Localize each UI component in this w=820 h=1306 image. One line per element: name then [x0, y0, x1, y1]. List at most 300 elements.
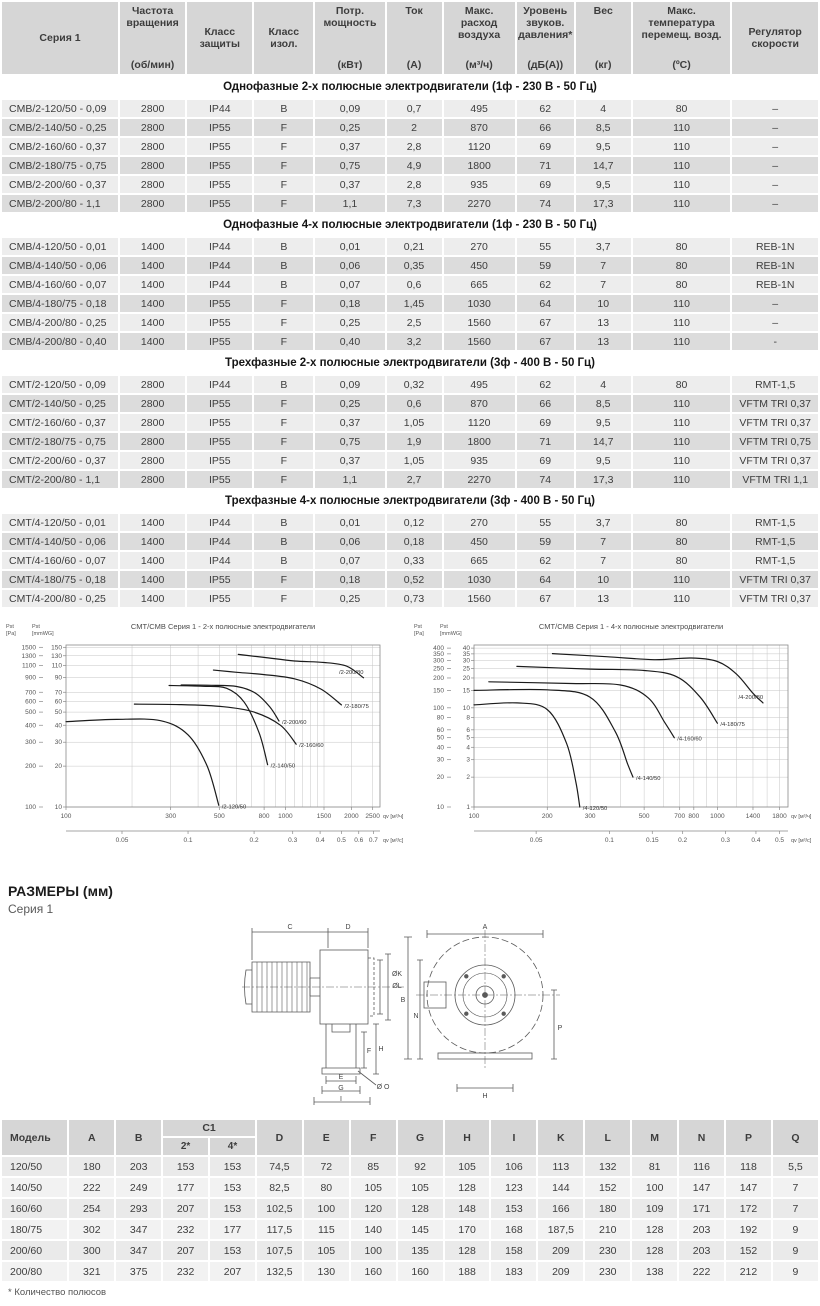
drawing-dim-label: D	[345, 924, 351, 931]
dim-cell: 153	[210, 1157, 255, 1176]
x-tick-m3h: 300	[584, 813, 596, 820]
y-tick-pa: 100	[433, 704, 444, 712]
curve-/2-180/75	[213, 670, 341, 705]
dim-cell: 230	[585, 1241, 630, 1260]
curve-label: /2-160/60	[299, 743, 324, 750]
dim-cell: 147	[726, 1178, 771, 1197]
chart-grid	[66, 645, 380, 807]
spec-header-cell	[576, 2, 631, 74]
spec-cell: 3,7	[576, 238, 631, 255]
dim-cell: 232	[163, 1220, 208, 1239]
dim-cell: 207	[163, 1241, 208, 1260]
dim-cell: 115	[304, 1220, 349, 1239]
spec-cell: 1560	[444, 314, 515, 331]
spec-cell: 935	[444, 452, 515, 469]
spec-cell: 110	[633, 157, 731, 174]
spec-cell: 80	[633, 552, 731, 569]
dim-cell: 147	[679, 1178, 724, 1197]
spec-cell: 71	[517, 157, 574, 174]
spec-cell: IP44	[187, 257, 252, 274]
spec-cell: 1400	[120, 238, 185, 255]
spec-header-cell	[120, 2, 185, 74]
spec-header-cell	[633, 2, 731, 74]
spec-section-title: Однофазные 4-х полюсные электродвигатели (1ф - 230 В - 50 Гц)	[2, 214, 818, 236]
dimension-table-body	[2, 1157, 818, 1281]
spec-cell: 55	[517, 238, 574, 255]
spec-row	[2, 195, 818, 212]
y-tick-mmwg: 150	[51, 644, 62, 652]
spec-model-cell: CMT/2-160/60 - 0,37	[2, 414, 118, 431]
y-tick-mmwg: 10	[54, 804, 62, 811]
spec-model-cell: CMT/2-120/50 - 0,09	[2, 376, 118, 393]
x-axis-unit: qv [м³/ч]	[383, 814, 404, 820]
dim-cell: 135	[398, 1241, 443, 1260]
spec-header-wrap	[519, 5, 572, 71]
y-tick-pa: 20	[436, 774, 444, 782]
y-tick-mmwg: 15	[462, 687, 470, 695]
spec-header-wrap	[4, 5, 116, 71]
dim-cell: 203	[116, 1157, 161, 1176]
spec-cell: 0,37	[315, 452, 384, 469]
dim-model-cell: 140/50	[2, 1178, 67, 1197]
spec-cell: 8,5	[576, 395, 631, 412]
spec-model-cell: CMB/4-200/80 - 0,40	[2, 333, 118, 350]
spec-header-wrap	[256, 5, 311, 71]
dim-cell: 82,5	[257, 1178, 302, 1197]
spec-header-unit: (дБ(А))	[527, 58, 564, 71]
y-tick-mmwg: 40	[462, 645, 470, 653]
spec-cell: 0,18	[387, 533, 442, 550]
spec-cell: F	[254, 395, 313, 412]
y-tick-pa: 100	[25, 804, 36, 811]
spec-cell: IP55	[187, 571, 252, 588]
dim-cell: 132,5	[257, 1262, 302, 1281]
spec-cell: 1560	[444, 333, 515, 350]
spec-cell: 80	[633, 514, 731, 531]
spec-cell: 64	[517, 571, 574, 588]
spec-cell: 1120	[444, 414, 515, 431]
x-axis-secondary-unit: qv [м³/с]	[791, 838, 812, 844]
dim-header-model: Модель	[2, 1120, 67, 1155]
dim-cell: 209	[538, 1262, 583, 1281]
dim-cell: 128	[632, 1241, 677, 1260]
y-tick-mmwg: 40	[54, 722, 62, 730]
spec-cell: 4,9	[387, 157, 442, 174]
spec-cell: 62	[517, 552, 574, 569]
spec-cell: 9,5	[576, 452, 631, 469]
dim-cell: 9	[773, 1241, 818, 1260]
dim-cell: 177	[210, 1220, 255, 1239]
dimensions-heading: РАЗМЕРЫ (мм)	[8, 883, 113, 899]
spec-section-row	[2, 490, 818, 512]
spec-cell: IP44	[187, 514, 252, 531]
spec-cell: F	[254, 295, 313, 312]
spec-cell: 9,5	[576, 138, 631, 155]
spec-cell: 0,09	[315, 100, 384, 117]
dim-cell: 118	[726, 1157, 771, 1176]
spec-model-cell: CMB/2-120/50 - 0,09	[2, 100, 118, 117]
x-tick-m3s: 0.15	[645, 837, 659, 844]
spec-row	[2, 433, 818, 450]
dim-cell: 9	[773, 1262, 818, 1281]
spec-row	[2, 590, 818, 607]
y-tick-pa: 150	[433, 687, 444, 695]
dim-header-cell: L	[585, 1120, 630, 1155]
spec-model-cell: CMT/2-200/60 - 0,37	[2, 452, 118, 469]
spec-cell: 2800	[120, 195, 185, 212]
spec-cell: 0,21	[387, 238, 442, 255]
y-tick-mmwg: 6	[466, 726, 470, 734]
y-tick-pa: 500	[25, 709, 36, 717]
spec-cell: 2800	[120, 433, 185, 450]
spec-header-cell	[2, 2, 118, 74]
y-tick-mmwg: 4	[466, 744, 470, 752]
y-tick-mmwg: 90	[54, 674, 62, 682]
spec-cell: IP55	[187, 395, 252, 412]
centerlines-front	[416, 930, 560, 1070]
spec-header-wrap	[389, 5, 440, 71]
spec-cell: -	[732, 333, 818, 350]
dim-header-cell: G	[398, 1120, 443, 1155]
y-tick-pa: 50	[436, 734, 444, 742]
spec-model-cell: CMT/4-160/60 - 0,07	[2, 552, 118, 569]
y-tick-pa: 200	[433, 674, 444, 682]
y-tick-mmwg: 30	[54, 739, 62, 747]
spec-cell: 13	[576, 590, 631, 607]
dim-cell: 171	[679, 1199, 724, 1218]
dim-cell: 105	[398, 1178, 443, 1197]
spec-cell: RMT-1,5	[732, 514, 818, 531]
footnote: * Количество полюсов	[8, 1287, 107, 1298]
performance-chart-4pole	[410, 615, 818, 867]
x-tick-m3h: 1000	[710, 813, 725, 820]
spec-cell: 14,7	[576, 157, 631, 174]
spec-cell: F	[254, 333, 313, 350]
spec-cell: 1,1	[315, 471, 384, 488]
spec-model-cell: CMT/4-140/50 - 0,06	[2, 533, 118, 550]
spec-cell: REB-1N	[732, 238, 818, 255]
spec-row	[2, 276, 818, 293]
spec-cell: 7,3	[387, 195, 442, 212]
x-tick-m3s: 0.1	[183, 837, 193, 844]
spec-cell: 1400	[120, 571, 185, 588]
spec-header-unit: (м³/ч)	[465, 58, 493, 71]
spec-cell: 1400	[120, 295, 185, 312]
drawing-dim-label: Ø O	[376, 1084, 390, 1091]
dim-header-cell: M	[632, 1120, 677, 1155]
spec-cell: RMT-1,5	[732, 376, 818, 393]
y-tick-mmwg: 35	[462, 650, 470, 658]
spec-cell: 2,7	[387, 471, 442, 488]
spec-cell: 1030	[444, 571, 515, 588]
dimension-drawing-wrap	[0, 920, 820, 1108]
dim-cell: 100	[632, 1178, 677, 1197]
drawing-dim-label: A	[482, 924, 488, 931]
spec-cell: 2270	[444, 195, 515, 212]
spec-cell: 0,37	[315, 414, 384, 431]
spec-cell: 80	[633, 238, 731, 255]
spec-cell: VFTM TRI 1,1	[732, 471, 818, 488]
x-tick-m3h: 1500	[316, 813, 332, 820]
dim-cell: 85	[351, 1157, 396, 1176]
y-tick-pa: 1300	[21, 652, 36, 660]
spec-cell: IP44	[187, 276, 252, 293]
dim-cell: 203	[679, 1220, 724, 1239]
bolt-1	[465, 975, 469, 979]
dim-cell: 153	[210, 1178, 255, 1197]
spec-cell: 13	[576, 314, 631, 331]
spec-header-wrap	[734, 5, 816, 71]
y-tick-mmwg: 60	[54, 698, 62, 706]
spec-cell: IP55	[187, 195, 252, 212]
dim-cell: 166	[538, 1199, 583, 1218]
spec-cell: 270	[444, 238, 515, 255]
spec-model-cell: CMB/2-200/60 - 0,37	[2, 176, 118, 193]
x-tick-m3s: 0.2	[249, 837, 259, 844]
spec-cell: 1,1	[315, 195, 384, 212]
dim-cell: 138	[632, 1262, 677, 1281]
dim-n	[417, 960, 423, 1059]
spec-cell: 110	[633, 395, 731, 412]
spec-row	[2, 471, 818, 488]
dim-cell: 109	[632, 1199, 677, 1218]
spec-cell: 2800	[120, 157, 185, 174]
spec-cell: 59	[517, 257, 574, 274]
spec-cell: 0,06	[315, 533, 384, 550]
spec-cell: 0,6	[387, 276, 442, 293]
spec-cell: 2800	[120, 100, 185, 117]
bolt-4	[502, 1012, 506, 1016]
y-axis-label: [Pa]	[414, 631, 424, 637]
spec-cell: 110	[633, 119, 731, 136]
dim-model-cell: 120/50	[2, 1157, 67, 1176]
dim-cell: 209	[538, 1241, 583, 1260]
spec-cell: 2800	[120, 119, 185, 136]
dim-cell: 152	[585, 1178, 630, 1197]
spec-header-title: Класс защиты	[199, 25, 240, 50]
dim-table-row	[2, 1178, 818, 1197]
spec-cell: 9,5	[576, 176, 631, 193]
y-tick-pa: 350	[433, 650, 444, 658]
spec-header-cell	[315, 2, 384, 74]
spec-cell: 110	[633, 176, 731, 193]
spec-section-row	[2, 352, 818, 374]
spec-cell: 3,7	[576, 514, 631, 531]
spec-cell: 0,18	[315, 571, 384, 588]
dim-cell: 128	[445, 1241, 490, 1260]
x-axis-secondary-unit: qv [м³/с]	[383, 838, 404, 844]
spec-cell: 1400	[120, 314, 185, 331]
y-axis-label: [Pa]	[6, 631, 16, 637]
spec-cell: 110	[633, 333, 731, 350]
dim-header-group: C1	[163, 1120, 255, 1136]
spec-cell: 71	[517, 433, 574, 450]
spec-cell: 80	[633, 100, 731, 117]
dim-cell: 153	[210, 1241, 255, 1260]
drawing-dim-label: P	[557, 1025, 563, 1032]
spec-model-cell: CMT/2-140/50 - 0,25	[2, 395, 118, 412]
dim-cell: 230	[585, 1262, 630, 1281]
y-axis-secondary-label: [mmWG]	[32, 631, 54, 637]
spec-header-wrap	[122, 5, 183, 71]
spec-header-row	[2, 2, 818, 74]
dim-cell: 192	[726, 1220, 771, 1239]
drawing-dim-label: E	[338, 1074, 344, 1081]
spec-cell: IP55	[187, 295, 252, 312]
spec-cell: 870	[444, 395, 515, 412]
spec-cell: 0,40	[315, 333, 384, 350]
dim-cell: 183	[491, 1262, 536, 1281]
spec-row	[2, 238, 818, 255]
spec-row	[2, 100, 818, 117]
spec-cell: 110	[633, 414, 731, 431]
spec-header-cell	[517, 2, 574, 74]
dim-cell: 180	[69, 1157, 114, 1176]
spec-cell: 110	[633, 590, 731, 607]
dim-cell: 153	[163, 1157, 208, 1176]
spec-cell: IP55	[187, 414, 252, 431]
spec-cell: IP44	[187, 533, 252, 550]
dim-cell: 92	[398, 1157, 443, 1176]
spec-cell: B	[254, 376, 313, 393]
spec-cell: VFTM TRI 0,75	[732, 433, 818, 450]
spec-cell: 495	[444, 376, 515, 393]
spec-cell: RMT-1,5	[732, 552, 818, 569]
dim-header-cell: H	[445, 1120, 490, 1155]
dim-cell: 100	[304, 1199, 349, 1218]
dim-cell: 160	[398, 1262, 443, 1281]
spec-cell: –	[732, 314, 818, 331]
y-tick-pa: 300	[433, 657, 444, 665]
spec-cell: IP55	[187, 333, 252, 350]
spec-cell: 1400	[120, 333, 185, 350]
dim-cell: 170	[445, 1220, 490, 1239]
spec-cell: 1400	[120, 552, 185, 569]
spec-cell: F	[254, 414, 313, 431]
spec-cell: 110	[633, 471, 731, 488]
dim-cell: 5,5	[773, 1157, 818, 1176]
dim-cell: 160	[351, 1262, 396, 1281]
spec-cell: 110	[633, 314, 731, 331]
x-tick-m3h: 2000	[344, 813, 359, 820]
spec-cell: 0,37	[315, 138, 384, 155]
spec-row	[2, 157, 818, 174]
x-tick-m3h: 1000	[278, 813, 293, 820]
spec-cell: F	[254, 590, 313, 607]
spec-cell: 0,07	[315, 276, 384, 293]
y-axis-secondary-label: Pst	[32, 624, 40, 630]
spec-cell: 0,25	[315, 590, 384, 607]
spec-cell: 62	[517, 276, 574, 293]
dim-cell: 117,5	[257, 1220, 302, 1239]
y-tick-pa: 40	[436, 744, 444, 752]
spec-cell: 67	[517, 333, 574, 350]
spec-cell: IP44	[187, 376, 252, 393]
y-tick-pa: 250	[433, 665, 444, 673]
curve-label: /4-140/50	[635, 776, 661, 783]
spec-cell: 2800	[120, 471, 185, 488]
dim-cell: 74,5	[257, 1157, 302, 1176]
spec-header-title: Макс. расход воздуха	[457, 5, 501, 42]
spec-cell: F	[254, 157, 313, 174]
dim-cell: 102,5	[257, 1199, 302, 1218]
spec-cell: B	[254, 238, 313, 255]
y-tick-pa: 1100	[22, 662, 36, 670]
spec-cell: 0,37	[315, 176, 384, 193]
spec-cell: VFTM TRI 0,37	[732, 395, 818, 412]
spec-cell: RMT-1,5	[732, 533, 818, 550]
dim-cell: 168	[491, 1220, 536, 1239]
spec-cell: 1400	[120, 257, 185, 274]
spec-header-title: Вес	[593, 5, 613, 17]
spec-cell: 80	[633, 533, 731, 550]
dim-header-subcell: 2*	[163, 1138, 208, 1155]
y-tick-pa: 900	[25, 674, 36, 682]
curve-/4-180/75	[517, 666, 718, 723]
spec-cell: 74	[517, 471, 574, 488]
spec-row	[2, 514, 818, 531]
curve-label: /2-200/60	[281, 719, 307, 726]
x-tick-m3h: 200	[541, 813, 553, 820]
spec-cell: 450	[444, 533, 515, 550]
dim-cell: 172	[726, 1199, 771, 1218]
spec-cell: B	[254, 100, 313, 117]
spec-cell: 13	[576, 333, 631, 350]
x-tick-m3h: 1400	[745, 813, 761, 820]
y-tick-mmwg: 30	[462, 657, 470, 665]
dim-cell: 347	[116, 1241, 161, 1260]
dimension-table-header	[2, 1120, 818, 1155]
x-tick-m3h: 700	[674, 813, 686, 820]
y-axis-label: Pst	[414, 624, 422, 630]
dim-cell: 177	[163, 1178, 208, 1197]
y-tick-pa: 600	[25, 698, 36, 706]
dim-cell: 128	[445, 1178, 490, 1197]
dim-cell: 188	[445, 1262, 490, 1281]
curve-/4-140/50	[474, 689, 633, 777]
spec-cell: IP55	[187, 119, 252, 136]
spec-cell: 62	[517, 100, 574, 117]
spec-row	[2, 395, 818, 412]
spec-cell: 935	[444, 176, 515, 193]
drawing-dim-label: ØL	[392, 983, 402, 990]
spec-header-wrap	[578, 5, 629, 71]
spec-cell: 7	[576, 552, 631, 569]
dim-cell: 180	[585, 1199, 630, 1218]
spec-cell: 2800	[120, 138, 185, 155]
spec-cell: 67	[517, 590, 574, 607]
spec-header-title: Частота вращения	[126, 5, 179, 30]
spec-cell: IP55	[187, 433, 252, 450]
dim-cell: 140	[351, 1220, 396, 1239]
spec-header-unit: (А)	[406, 58, 422, 71]
drawing-dim-label: F	[366, 1048, 372, 1055]
spec-cell: 0,6	[387, 395, 442, 412]
dim-p	[551, 990, 557, 1059]
dim-header-cell: D	[257, 1120, 302, 1155]
spec-cell: 80	[633, 376, 731, 393]
bolt-3	[465, 1012, 469, 1016]
dim-header-cell: K	[538, 1120, 583, 1155]
spec-header-cell	[254, 2, 313, 74]
dim-header-cell: B	[116, 1120, 161, 1155]
y-tick-mmwg: 5	[466, 734, 470, 742]
spec-cell: 1,45	[387, 295, 442, 312]
spec-table-body	[2, 76, 818, 607]
spec-cell: IP55	[187, 138, 252, 155]
spec-cell: IP44	[187, 100, 252, 117]
dim-cell: 100	[351, 1241, 396, 1260]
